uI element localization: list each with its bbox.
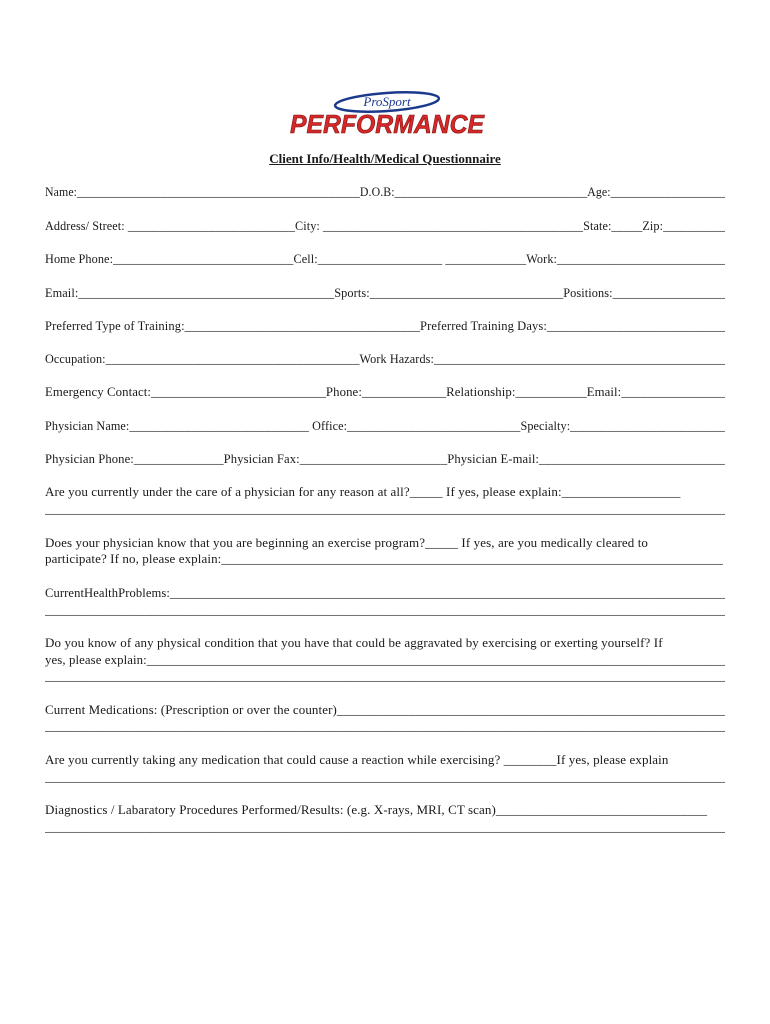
line-text: Occupation:_________________________________________Work Hazards:_______________________________________________ (45, 351, 725, 366)
answer-line[interactable] (45, 769, 725, 785)
occupation-hazards-line[interactable] (45, 351, 725, 367)
line-text: participate? If no, please explain:____________________________________________________________________________ (45, 551, 723, 566)
line-text: _____________________________________________________________________________________________________________ (45, 602, 725, 617)
email-sports-positions-line[interactable] (45, 285, 725, 301)
name-dob-age-line[interactable] (45, 184, 725, 200)
exercise-clearance-question[interactable] (45, 535, 725, 551)
line-text: Home Phone:_____________________________Cell:____________________ _____________Work:___________________________ (45, 251, 725, 266)
phone-cell-work-line[interactable] (45, 251, 725, 267)
physician-care-question[interactable] (45, 484, 725, 500)
line-text: Are you currently taking any medication that could cause a reaction while exercising? ________If yes, please explain (45, 752, 669, 767)
line-text: Does your physician know that you are beginning an exercise program?_____ If yes, are you medically cleared to (45, 535, 649, 550)
logo-top-text: ProSport (363, 94, 411, 109)
answer-line[interactable] (45, 718, 725, 734)
medication-reaction-question[interactable] (45, 752, 725, 768)
current-medications-line[interactable] (45, 702, 725, 718)
line-text: Diagnostics / Labaratory Procedures Performed/Results: (e.g. X-rays, MRI, CT scan)________________________________ (45, 802, 708, 817)
line-text: Physician Name:_____________________________ Office:____________________________Specialty:_________________________ (45, 418, 725, 433)
line-text: Current Medications: (Prescription or over the counter)___________________________________________________________ (45, 702, 725, 717)
line-text: _____________________________________________________________________________________________________________ (45, 819, 725, 834)
line-text: _____________________________________________________________________________________________________________ (45, 501, 725, 516)
diagnostics-procedures-line[interactable] (45, 802, 725, 818)
line-text: CurrentHealthProblems:_______________________________________________________________________________________ (45, 585, 725, 600)
logo-main-text: PERFORMANCE (290, 109, 485, 138)
answer-line[interactable] (45, 668, 725, 684)
current-health-problems-line[interactable] (45, 585, 725, 601)
answer-line[interactable] (45, 819, 725, 835)
line-text: _____________________________________________________________________________________________________________ (45, 668, 725, 683)
address-city-state-zip-line[interactable] (45, 218, 725, 234)
form-title: Client Info/Health/Medical Questionnaire (269, 151, 501, 166)
condition-explain-line[interactable] (45, 652, 725, 668)
line-text: Email:_________________________________________Sports:_______________________________Positions:__________________ (45, 285, 725, 300)
physical-condition-question[interactable] (45, 635, 725, 651)
emergency-contact-line[interactable] (45, 384, 725, 400)
line-text: Address/ Street: ___________________________City: __________________________________________State:_____Zip:__________ (45, 218, 725, 233)
line-text: Do you know of any physical condition that you have that could be aggravated by exercising or exerting yourself? If (45, 635, 663, 650)
answer-line[interactable] (45, 501, 725, 517)
physician-name-line[interactable] (45, 418, 725, 434)
line-text: yes, please explain:_________________________________________________________________________________________ (45, 652, 725, 667)
line-text: Preferred Type of Training:_____________________________________Preferred Training Days:____________________________ (45, 318, 725, 333)
physician-contact-line[interactable] (45, 451, 725, 467)
line-text: Are you currently under the care of a physician for any reason at all?_____ If yes, please explain:__________________ (45, 484, 681, 499)
line-text: _____________________________________________________________________________________________________________ (45, 718, 725, 733)
line-text: _____________________________________________________________________________________________________________ (45, 769, 725, 784)
line-text: Emergency Contact:___________________________Phone:_____________Relationship:___________Email:________________ (45, 384, 725, 399)
prosport-performance-logo (287, 88, 487, 138)
line-text: Physician Phone:______________Physician Fax:_______________________Physician E-mail:_____________________________ (45, 451, 725, 466)
answer-line[interactable] (45, 602, 725, 618)
training-preferences-line[interactable] (45, 318, 725, 334)
clearance-explain-line[interactable] (45, 551, 725, 567)
line-text: Name:_______________________________________________D.O.B:________________________________Age:___________________ (45, 184, 725, 199)
